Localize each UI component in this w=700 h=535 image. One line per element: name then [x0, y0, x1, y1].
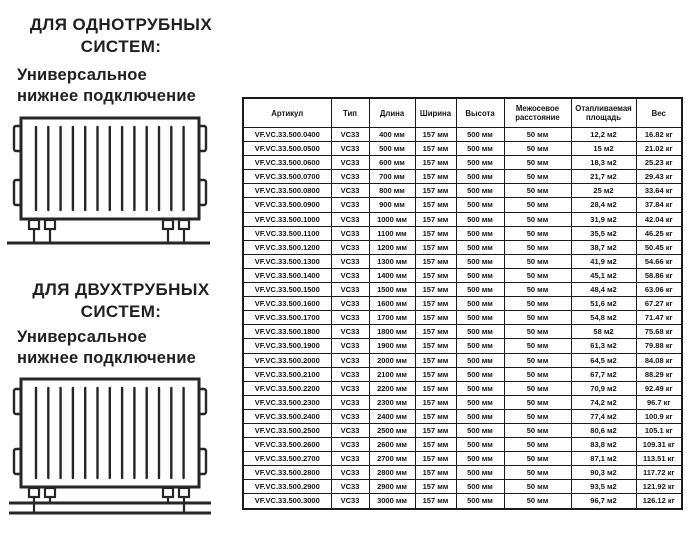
- table-cell: 75.68 кг: [636, 325, 682, 339]
- radiator-single-pipe-diagram-icon: [5, 112, 215, 252]
- table-cell: VF.VC.33.500.1200: [243, 240, 331, 254]
- table-cell: 74,2 м2: [571, 395, 636, 409]
- table-cell: 2200 мм: [369, 381, 415, 395]
- table-cell: 1500 мм: [369, 283, 415, 297]
- table-cell: 157 мм: [415, 395, 456, 409]
- table-cell: 90,3 м2: [571, 466, 636, 480]
- table-cell: 500 мм: [456, 226, 504, 240]
- table-row: [243, 297, 682, 311]
- table-cell: VC33: [331, 494, 369, 509]
- table-cell: 1400 мм: [369, 268, 415, 282]
- table-cell: 64,5 м2: [571, 353, 636, 367]
- table-cell: 157 мм: [415, 240, 456, 254]
- table-cell: VF.VC.33.500.1100: [243, 226, 331, 240]
- table-cell: VF.VC.33.500.0700: [243, 170, 331, 184]
- subtitle-line: нижнее подключение: [17, 87, 197, 105]
- table-cell: 50 мм: [504, 184, 571, 198]
- table-row: [243, 423, 682, 437]
- title-line: СИСТЕМ:: [80, 302, 162, 321]
- table-cell: 93,5 м2: [571, 480, 636, 494]
- table-cell: 16.82 кг: [636, 128, 682, 142]
- table-row: [243, 268, 682, 282]
- table-row: [243, 339, 682, 353]
- table-cell: 50 мм: [504, 240, 571, 254]
- table-cell: VC33: [331, 297, 369, 311]
- table-cell: 500 мм: [456, 283, 504, 297]
- table-cell: 113.51 кг: [636, 452, 682, 466]
- table-cell: 50 мм: [504, 198, 571, 212]
- table-cell: 157 мм: [415, 226, 456, 240]
- table-cell: VC33: [331, 423, 369, 437]
- table-cell: 2500 мм: [369, 423, 415, 437]
- table-cell: 157 мм: [415, 353, 456, 367]
- table-cell: VF.VC.33.500.0900: [243, 198, 331, 212]
- table-cell: 500 мм: [456, 381, 504, 395]
- table-cell: 50 мм: [504, 480, 571, 494]
- table-cell: 25 м2: [571, 184, 636, 198]
- table-cell: 117.72 кг: [636, 466, 682, 480]
- table-cell: VC33: [331, 128, 369, 142]
- table-row: [243, 438, 682, 452]
- table-cell: VC33: [331, 480, 369, 494]
- table-cell: 21,7 м2: [571, 170, 636, 184]
- table-cell: 45,1 м2: [571, 268, 636, 282]
- table-cell: 900 мм: [369, 198, 415, 212]
- table-cell: VC33: [331, 170, 369, 184]
- table-cell: 157 мм: [415, 480, 456, 494]
- table-cell: 700 мм: [369, 170, 415, 184]
- table-cell: VC33: [331, 339, 369, 353]
- table-header-cell: Межосевое расстояние: [504, 98, 571, 128]
- table-cell: VF.VC.33.500.2400: [243, 409, 331, 423]
- table-cell: 35,5 м2: [571, 226, 636, 240]
- table-cell: 1800 мм: [369, 325, 415, 339]
- table-cell: 67.27 кг: [636, 297, 682, 311]
- table-cell: 157 мм: [415, 409, 456, 423]
- spec-table-body: [243, 128, 682, 509]
- table-cell: 31,9 м2: [571, 212, 636, 226]
- table-row: [243, 142, 682, 156]
- table-row: [243, 480, 682, 494]
- table-cell: VF.VC.33.500.1700: [243, 311, 331, 325]
- table-cell: 50 мм: [504, 325, 571, 339]
- table-row: [243, 466, 682, 480]
- table-cell: 83,8 м2: [571, 438, 636, 452]
- table-cell: 500 мм: [456, 212, 504, 226]
- table-cell: 61,3 м2: [571, 339, 636, 353]
- table-cell: 500 мм: [456, 142, 504, 156]
- table-row: [243, 212, 682, 226]
- table-cell: VC33: [331, 353, 369, 367]
- table-cell: 71.47 кг: [636, 311, 682, 325]
- table-cell: 50 мм: [504, 409, 571, 423]
- table-cell: 70,9 м2: [571, 381, 636, 395]
- table-cell: VF.VC.33.500.2100: [243, 367, 331, 381]
- table-cell: 2700 мм: [369, 452, 415, 466]
- table-cell: 21.02 кг: [636, 142, 682, 156]
- table-cell: 500 мм: [456, 367, 504, 381]
- table-cell: VF.VC.33.500.1600: [243, 297, 331, 311]
- table-cell: 105.1 кг: [636, 423, 682, 437]
- single-pipe-section-title: [8, 14, 234, 58]
- table-cell: 46.25 кг: [636, 226, 682, 240]
- table-cell: 157 мм: [415, 367, 456, 381]
- table-cell: 157 мм: [415, 311, 456, 325]
- table-cell: 48,4 м2: [571, 283, 636, 297]
- table-cell: 54.66 кг: [636, 254, 682, 268]
- table-row: [243, 311, 682, 325]
- table-cell: 50 мм: [504, 311, 571, 325]
- table-cell: 50 мм: [504, 212, 571, 226]
- table-header-cell: Ширина: [415, 98, 456, 128]
- table-cell: 50.45 кг: [636, 240, 682, 254]
- table-cell: 58 м2: [571, 325, 636, 339]
- table-cell: 50 мм: [504, 156, 571, 170]
- table-cell: 84.08 кг: [636, 353, 682, 367]
- table-cell: 96,7 м2: [571, 494, 636, 509]
- table-cell: 109.31 кг: [636, 438, 682, 452]
- table-cell: 100.9 кг: [636, 409, 682, 423]
- table-cell: 79.88 кг: [636, 339, 682, 353]
- table-cell: 87,1 м2: [571, 452, 636, 466]
- table-cell: 800 мм: [369, 184, 415, 198]
- table-cell: 500 мм: [456, 325, 504, 339]
- table-cell: 67,7 м2: [571, 367, 636, 381]
- table-row: [243, 381, 682, 395]
- table-cell: 157 мм: [415, 254, 456, 268]
- table-row: [243, 156, 682, 170]
- table-cell: 500 мм: [456, 268, 504, 282]
- table-cell: 29.43 кг: [636, 170, 682, 184]
- table-header-cell: Артикул: [243, 98, 331, 128]
- table-row: [243, 254, 682, 268]
- table-cell: 157 мм: [415, 423, 456, 437]
- table-cell: VC33: [331, 240, 369, 254]
- table-cell: VC33: [331, 184, 369, 198]
- title-line: СИСТЕМ:: [80, 37, 162, 56]
- table-cell: 92.49 кг: [636, 381, 682, 395]
- table-cell: 1300 мм: [369, 254, 415, 268]
- table-row: [243, 198, 682, 212]
- table-cell: 1000 мм: [369, 212, 415, 226]
- table-cell: 37.84 кг: [636, 198, 682, 212]
- table-cell: VF.VC.33.500.2300: [243, 395, 331, 409]
- table-cell: 50 мм: [504, 452, 571, 466]
- table-row: [243, 494, 682, 509]
- table-cell: VC33: [331, 409, 369, 423]
- table-cell: 500 мм: [369, 142, 415, 156]
- table-cell: 2300 мм: [369, 395, 415, 409]
- table-cell: 157 мм: [415, 198, 456, 212]
- table-cell: 500 мм: [456, 198, 504, 212]
- table-cell: 50 мм: [504, 128, 571, 142]
- single-pipe-section-subtitle: [17, 65, 232, 107]
- table-cell: 12,2 м2: [571, 128, 636, 142]
- table-cell: 500 мм: [456, 466, 504, 480]
- table-cell: 500 мм: [456, 409, 504, 423]
- table-cell: 2900 мм: [369, 480, 415, 494]
- table-cell: 50 мм: [504, 283, 571, 297]
- table-cell: 33.64 кг: [636, 184, 682, 198]
- table-row: [243, 283, 682, 297]
- table-cell: VC33: [331, 466, 369, 480]
- table-cell: 157 мм: [415, 283, 456, 297]
- table-header-cell: Вес: [636, 98, 682, 128]
- two-pipe-section-subtitle: [17, 327, 232, 369]
- table-row: [243, 367, 682, 381]
- table-header-cell: Высота: [456, 98, 504, 128]
- table-cell: VC33: [331, 311, 369, 325]
- table-cell: VC33: [331, 367, 369, 381]
- table-cell: 50 мм: [504, 339, 571, 353]
- table-cell: 157 мм: [415, 466, 456, 480]
- table-cell: 50 мм: [504, 254, 571, 268]
- table-cell: 50 мм: [504, 438, 571, 452]
- table-cell: 18,3 м2: [571, 156, 636, 170]
- table-cell: 50 мм: [504, 494, 571, 509]
- table-cell: 157 мм: [415, 268, 456, 282]
- table-cell: VC33: [331, 156, 369, 170]
- table-cell: 96.7 кг: [636, 395, 682, 409]
- table-row: [243, 184, 682, 198]
- table-cell: VF.VC.33.500.2000: [243, 353, 331, 367]
- table-cell: 121.92 кг: [636, 480, 682, 494]
- table-cell: 1100 мм: [369, 226, 415, 240]
- table-cell: 500 мм: [456, 438, 504, 452]
- table-cell: 50 мм: [504, 367, 571, 381]
- table-cell: 157 мм: [415, 170, 456, 184]
- table-cell: VF.VC.33.500.1400: [243, 268, 331, 282]
- table-cell: 50 мм: [504, 170, 571, 184]
- table-row: [243, 170, 682, 184]
- table-cell: 157 мм: [415, 438, 456, 452]
- table-cell: VF.VC.33.500.0600: [243, 156, 331, 170]
- table-cell: 157 мм: [415, 452, 456, 466]
- table-row: [243, 353, 682, 367]
- table-cell: 500 мм: [456, 170, 504, 184]
- table-cell: 15 м2: [571, 142, 636, 156]
- table-cell: 500 мм: [456, 395, 504, 409]
- table-cell: VF.VC.33.500.0800: [243, 184, 331, 198]
- table-cell: 500 мм: [456, 128, 504, 142]
- table-cell: 157 мм: [415, 212, 456, 226]
- table-cell: VF.VC.33.500.1300: [243, 254, 331, 268]
- table-cell: VC33: [331, 226, 369, 240]
- table-cell: VC33: [331, 381, 369, 395]
- table-cell: VC33: [331, 254, 369, 268]
- table-cell: 126.12 кг: [636, 494, 682, 509]
- table-row: [243, 128, 682, 142]
- table-cell: 3000 мм: [369, 494, 415, 509]
- table-cell: 500 мм: [456, 184, 504, 198]
- table-cell: 157 мм: [415, 142, 456, 156]
- table-header-row: [243, 98, 682, 128]
- table-header-cell: Отапливаемая площадь: [571, 98, 636, 128]
- table-cell: VC33: [331, 268, 369, 282]
- table-cell: VF.VC.33.500.1900: [243, 339, 331, 353]
- title-line: ДЛЯ ДВУХТРУБНЫХ: [32, 280, 210, 299]
- table-cell: 500 мм: [456, 254, 504, 268]
- table-cell: 50 мм: [504, 353, 571, 367]
- table-cell: VF.VC.33.500.2700: [243, 452, 331, 466]
- table-header-cell: Длина: [369, 98, 415, 128]
- table-cell: 50 мм: [504, 381, 571, 395]
- table-cell: 88.29 кг: [636, 367, 682, 381]
- table-cell: 2600 мм: [369, 438, 415, 452]
- table-cell: 500 мм: [456, 240, 504, 254]
- table-cell: VF.VC.33.500.2900: [243, 480, 331, 494]
- subtitle-line: Универсальное: [17, 328, 147, 346]
- table-cell: 41,9 м2: [571, 254, 636, 268]
- table-cell: 50 мм: [504, 395, 571, 409]
- table-cell: 2800 мм: [369, 466, 415, 480]
- table-cell: 500 мм: [456, 423, 504, 437]
- table-cell: 500 мм: [456, 452, 504, 466]
- radiator-spec-table: [242, 97, 683, 510]
- two-pipe-section-title: [8, 279, 234, 323]
- table-cell: VF.VC.33.500.2500: [243, 423, 331, 437]
- table-cell: 50 мм: [504, 142, 571, 156]
- table-row: [243, 452, 682, 466]
- table-cell: 157 мм: [415, 297, 456, 311]
- table-cell: 58.86 кг: [636, 268, 682, 282]
- table-header-cell: Тип: [331, 98, 369, 128]
- table-cell: 1700 мм: [369, 311, 415, 325]
- table-cell: 50 мм: [504, 466, 571, 480]
- table-cell: VC33: [331, 452, 369, 466]
- table-cell: VC33: [331, 325, 369, 339]
- table-cell: 500 мм: [456, 156, 504, 170]
- table-cell: 77,4 м2: [571, 409, 636, 423]
- table-cell: VF.VC.33.500.0400: [243, 128, 331, 142]
- table-cell: VF.VC.33.500.3000: [243, 494, 331, 509]
- table-cell: 50 мм: [504, 226, 571, 240]
- table-cell: VC33: [331, 198, 369, 212]
- table-cell: 50 мм: [504, 297, 571, 311]
- table-cell: 157 мм: [415, 184, 456, 198]
- table-cell: 157 мм: [415, 494, 456, 509]
- table-cell: VC33: [331, 395, 369, 409]
- table-cell: 38,7 м2: [571, 240, 636, 254]
- table-cell: VC33: [331, 142, 369, 156]
- table-cell: 157 мм: [415, 156, 456, 170]
- table-cell: 28,4 м2: [571, 198, 636, 212]
- spec-table-container: [242, 97, 683, 510]
- table-cell: 500 мм: [456, 494, 504, 509]
- table-cell: 1900 мм: [369, 339, 415, 353]
- table-cell: 2000 мм: [369, 353, 415, 367]
- table-cell: 2100 мм: [369, 367, 415, 381]
- table-cell: VF.VC.33.500.1000: [243, 212, 331, 226]
- table-cell: VF.VC.33.500.2800: [243, 466, 331, 480]
- subtitle-line: Универсальное: [17, 66, 147, 84]
- table-cell: 157 мм: [415, 325, 456, 339]
- table-cell: 500 мм: [456, 353, 504, 367]
- table-cell: 1200 мм: [369, 240, 415, 254]
- table-cell: VC33: [331, 438, 369, 452]
- table-cell: 400 мм: [369, 128, 415, 142]
- table-cell: 1600 мм: [369, 297, 415, 311]
- table-cell: 600 мм: [369, 156, 415, 170]
- table-cell: VF.VC.33.500.1500: [243, 283, 331, 297]
- table-cell: 50 мм: [504, 268, 571, 282]
- subtitle-line: нижнее подключение: [17, 349, 197, 367]
- table-cell: 500 мм: [456, 311, 504, 325]
- table-cell: 51,6 м2: [571, 297, 636, 311]
- title-line: ДЛЯ ОДНОТРУБНЫХ: [29, 15, 213, 34]
- table-cell: VC33: [331, 283, 369, 297]
- table-cell: VF.VC.33.500.1800: [243, 325, 331, 339]
- table-cell: VF.VC.33.500.2600: [243, 438, 331, 452]
- table-row: [243, 409, 682, 423]
- table-cell: 500 мм: [456, 480, 504, 494]
- table-cell: VF.VC.33.500.2200: [243, 381, 331, 395]
- table-row: [243, 240, 682, 254]
- table-cell: 50 мм: [504, 423, 571, 437]
- table-cell: 157 мм: [415, 128, 456, 142]
- table-cell: 54,8 м2: [571, 311, 636, 325]
- table-cell: 157 мм: [415, 381, 456, 395]
- table-cell: 500 мм: [456, 339, 504, 353]
- table-cell: VC33: [331, 212, 369, 226]
- radiator-two-pipe-diagram-icon: [5, 371, 215, 521]
- table-cell: 2400 мм: [369, 409, 415, 423]
- table-row: [243, 395, 682, 409]
- left-panel: [0, 0, 242, 535]
- table-cell: 80,6 м2: [571, 423, 636, 437]
- table-row: [243, 325, 682, 339]
- table-cell: 25.23 кг: [636, 156, 682, 170]
- table-row: [243, 226, 682, 240]
- table-cell: 63.06 кг: [636, 283, 682, 297]
- table-cell: VF.VC.33.500.0500: [243, 142, 331, 156]
- table-cell: 500 мм: [456, 297, 504, 311]
- table-cell: 42.04 кг: [636, 212, 682, 226]
- table-cell: 157 мм: [415, 339, 456, 353]
